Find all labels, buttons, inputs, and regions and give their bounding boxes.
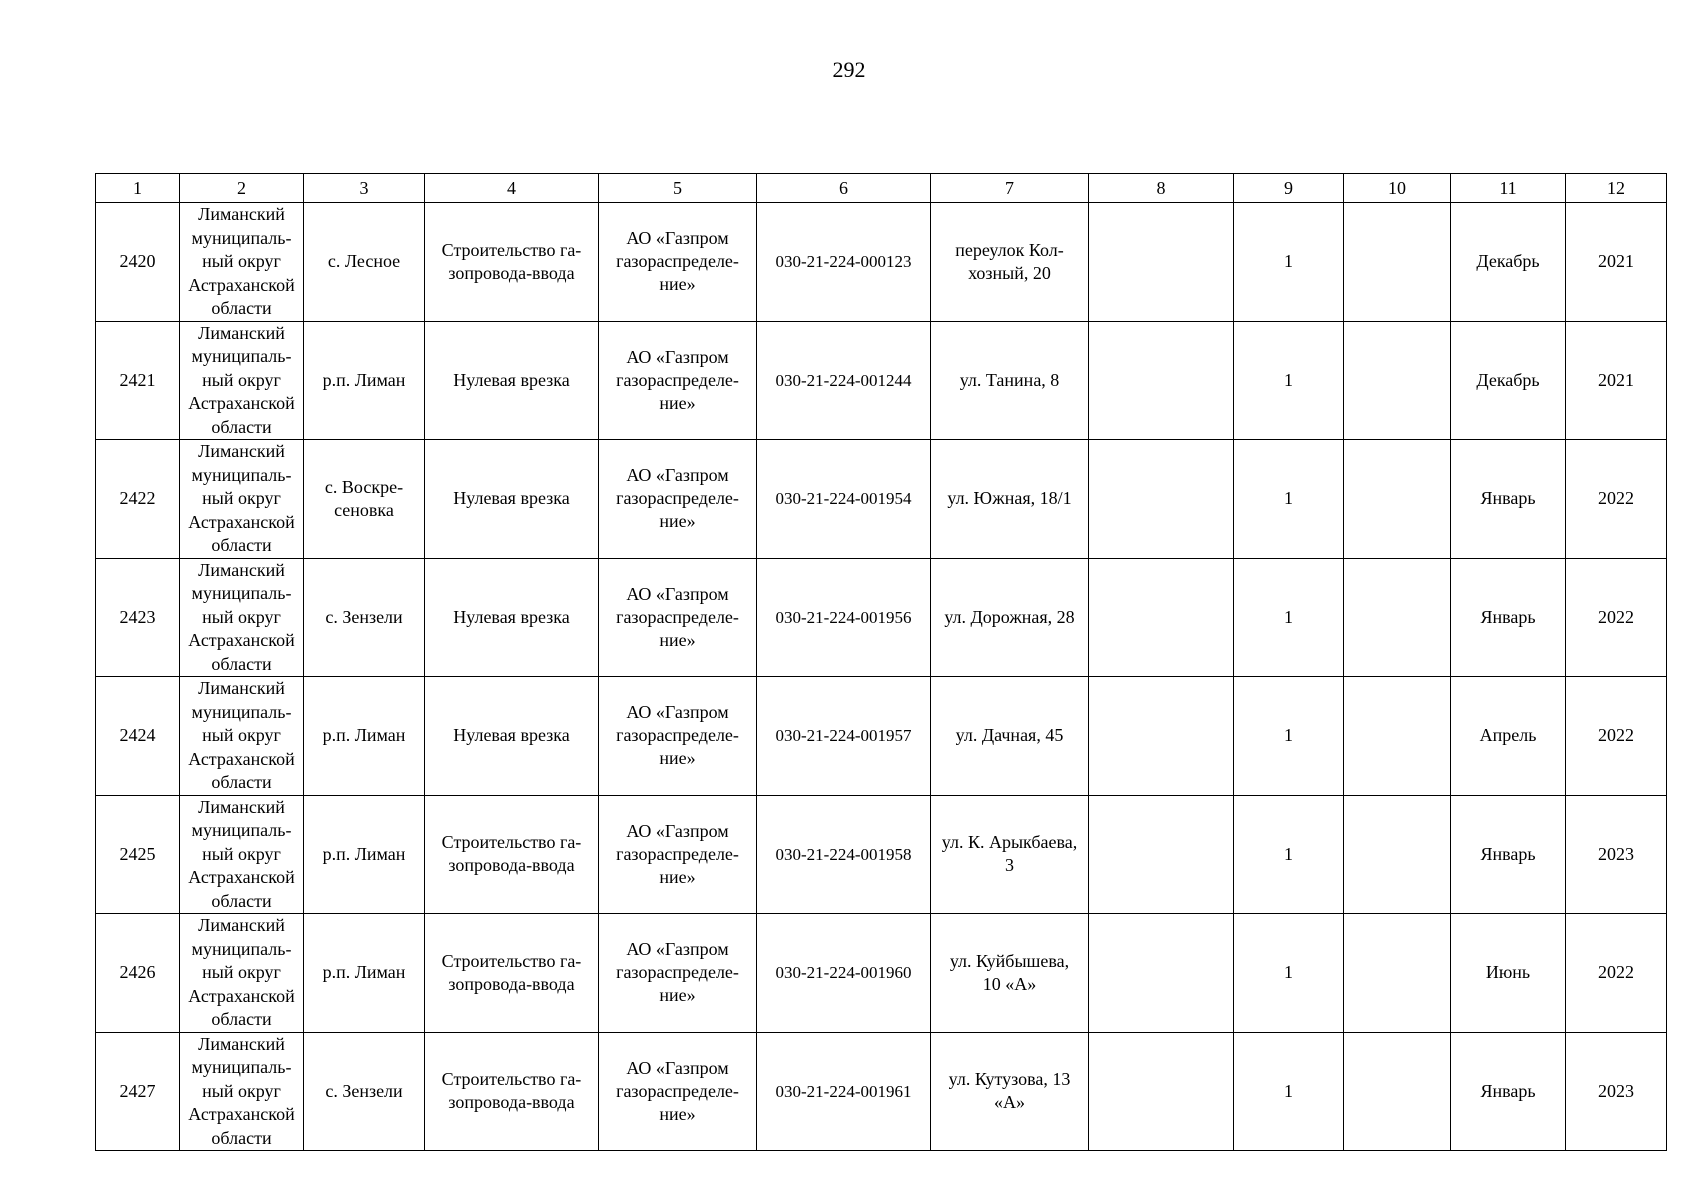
municipality-cell xyxy=(180,558,304,677)
address-cell xyxy=(931,1032,1089,1151)
cell-line: муниципаль- xyxy=(191,346,292,366)
cell-line: хозный, 20 xyxy=(968,262,1051,283)
work-type-cell xyxy=(425,914,599,1033)
cell-line: Астраханской xyxy=(188,867,295,887)
cell-line: Лиманский xyxy=(198,915,285,935)
column-8-cell xyxy=(1089,795,1234,914)
cell-line: Астраханской xyxy=(188,748,295,769)
column-10-cell xyxy=(1344,795,1451,914)
locality-cell xyxy=(304,795,425,914)
year-cell: 2021 xyxy=(1566,203,1667,322)
organization-cell xyxy=(599,440,757,559)
locality-cell xyxy=(304,321,425,440)
cell-line: АО «Газпром xyxy=(626,228,729,249)
cell-line: газораспределе- xyxy=(616,725,739,746)
column-header: 3 xyxy=(304,174,425,203)
municipality-cell xyxy=(180,440,304,559)
month-cell: Январь xyxy=(1451,440,1566,559)
cell-line: газораспределе- xyxy=(616,369,739,390)
cell-line: 10 «А» xyxy=(982,973,1037,994)
cell-line: р.п. Лиман xyxy=(322,843,406,864)
cell-line: ние» xyxy=(659,748,696,769)
cell-line: Строительство га- xyxy=(441,239,582,260)
object-code-cell: 030-21-224-001244 xyxy=(757,321,931,440)
organization-cell xyxy=(599,1032,757,1151)
column-10-cell xyxy=(1344,914,1451,1033)
address-cell xyxy=(931,914,1089,1033)
cell-line: области xyxy=(211,1009,272,1029)
cell-line: Лиманский xyxy=(198,559,285,580)
cell-line: Лиманский xyxy=(198,1033,285,1054)
municipality-cell xyxy=(180,677,304,796)
work-type-cell xyxy=(425,440,599,559)
cell-line: Астраханской xyxy=(188,630,295,650)
cell-line: муниципаль- xyxy=(191,820,292,840)
column-8-cell xyxy=(1089,321,1234,440)
cell-line: ный округ xyxy=(202,725,281,745)
cell-line: Строительство га- xyxy=(441,1069,582,1090)
cell-line: Нулевая врезка xyxy=(453,369,570,390)
locality-cell xyxy=(304,914,425,1033)
column-9-cell: 1 xyxy=(1234,321,1344,440)
cell-line: с. Зензели xyxy=(325,1080,403,1101)
row-number-cell: 2426 xyxy=(96,914,180,1033)
cell-line: области xyxy=(211,772,272,792)
cell-line: «А» xyxy=(994,1092,1025,1113)
cell-line: АО «Газпром xyxy=(626,1057,729,1078)
municipality-cell xyxy=(180,914,304,1033)
cell-line: р.п. Лиман xyxy=(322,725,406,746)
column-8-cell xyxy=(1089,558,1234,677)
column-header: 9 xyxy=(1234,174,1344,203)
column-10-cell xyxy=(1344,440,1451,559)
locality-cell xyxy=(304,440,425,559)
cell-line: ние» xyxy=(659,866,696,887)
column-9-cell: 1 xyxy=(1234,914,1344,1033)
cell-line: с. Лесное xyxy=(327,251,401,272)
cell-line: ул. Дорожная, 28 xyxy=(944,606,1075,627)
column-header: 8 xyxy=(1089,174,1234,203)
month-cell: Апрель xyxy=(1451,677,1566,796)
cell-line: зопровода-ввода xyxy=(448,855,575,876)
cell-line: ный округ xyxy=(202,962,281,982)
cell-line: ный округ xyxy=(202,251,281,271)
column-header: 5 xyxy=(599,174,757,203)
organization-cell xyxy=(599,795,757,914)
cell-line: ул. Дачная, 45 xyxy=(955,725,1064,746)
organization-cell xyxy=(599,677,757,796)
cell-line: муниципаль- xyxy=(191,583,292,603)
row-number-cell: 2425 xyxy=(96,795,180,914)
work-type-cell xyxy=(425,321,599,440)
organization-cell xyxy=(599,558,757,677)
cell-line: Лиманский xyxy=(198,678,285,698)
cell-line: АО «Газпром xyxy=(626,820,729,841)
column-9-cell: 1 xyxy=(1234,440,1344,559)
column-9-cell: 1 xyxy=(1234,677,1344,796)
cell-line: зопровода-ввода xyxy=(448,973,575,994)
cell-line: газораспределе- xyxy=(616,606,739,627)
cell-line: муниципаль- xyxy=(191,1057,292,1077)
column-header: 6 xyxy=(757,174,931,203)
cell-line: Лиманский xyxy=(198,796,285,817)
cell-line: ние» xyxy=(659,629,696,650)
cell-line: области xyxy=(211,416,272,437)
address-cell xyxy=(931,795,1089,914)
month-cell: Июнь xyxy=(1451,914,1566,1033)
column-8-cell xyxy=(1089,677,1234,796)
column-8-cell xyxy=(1089,1032,1234,1151)
work-type-cell xyxy=(425,677,599,796)
cell-line: области xyxy=(211,298,272,318)
month-cell: Январь xyxy=(1451,558,1566,677)
column-9-cell: 1 xyxy=(1234,558,1344,677)
column-10-cell xyxy=(1344,677,1451,796)
cell-line: Астраханской xyxy=(188,985,295,1006)
column-header: 7 xyxy=(931,174,1089,203)
cell-line: ние» xyxy=(659,274,696,295)
cell-line: газораспределе- xyxy=(616,251,739,272)
year-cell: 2023 xyxy=(1566,1032,1667,1151)
cell-line: Астраханской xyxy=(188,393,295,413)
cell-line: ул. Танина, 8 xyxy=(959,369,1060,390)
cell-line: с. Воскре- xyxy=(324,476,404,497)
cell-line: зопровода-ввода xyxy=(448,262,575,283)
year-cell: 2023 xyxy=(1566,795,1667,914)
cell-line: АО «Газпром xyxy=(626,583,729,604)
cell-line: с. Зензели xyxy=(325,606,403,627)
cell-line: ул. Кутузова, 13 xyxy=(948,1069,1071,1090)
cell-line: муниципаль- xyxy=(191,464,292,485)
locality-cell xyxy=(304,1032,425,1151)
cell-line: ул. Куйбышева, xyxy=(949,950,1070,971)
table-row xyxy=(96,795,1667,914)
cell-line: ный округ xyxy=(202,1080,281,1101)
municipality-cell xyxy=(180,1032,304,1151)
locality-cell xyxy=(304,203,425,322)
cell-line: газораспределе- xyxy=(616,962,739,983)
row-number-cell: 2421 xyxy=(96,321,180,440)
cell-line: области xyxy=(211,1127,272,1148)
cell-line: Нулевая врезка xyxy=(453,606,570,627)
cell-line: Астраханской xyxy=(188,511,295,532)
column-8-cell xyxy=(1089,914,1234,1033)
cell-line: Строительство га- xyxy=(441,832,582,853)
column-header: 1 xyxy=(96,174,180,203)
year-cell: 2022 xyxy=(1566,440,1667,559)
table-row xyxy=(96,440,1667,559)
cell-line: газораспределе- xyxy=(616,1080,739,1101)
address-cell xyxy=(931,558,1089,677)
cell-line: газораспределе- xyxy=(616,843,739,864)
table-row xyxy=(96,914,1667,1033)
cell-line: Нулевая врезка xyxy=(453,488,570,509)
work-type-cell xyxy=(425,558,599,677)
cell-line: зопровода-ввода xyxy=(448,1092,575,1113)
cell-line: ный округ xyxy=(202,488,281,508)
cell-line: муниципаль- xyxy=(191,701,292,722)
cell-line: ние» xyxy=(659,985,696,1006)
cell-line: р.п. Лиман xyxy=(322,369,406,390)
locality-cell xyxy=(304,677,425,796)
register-body xyxy=(96,203,1667,1151)
object-code-cell: 030-21-224-001958 xyxy=(757,795,931,914)
address-cell xyxy=(931,321,1089,440)
column-10-cell xyxy=(1344,558,1451,677)
month-cell: Декабрь xyxy=(1451,321,1566,440)
year-cell: 2022 xyxy=(1566,558,1667,677)
column-header: 11 xyxy=(1451,174,1566,203)
address-cell xyxy=(931,677,1089,796)
column-header: 2 xyxy=(180,174,304,203)
cell-line: ние» xyxy=(659,392,696,413)
table-row xyxy=(96,1032,1667,1151)
cell-line: Строительство га- xyxy=(441,950,582,971)
row-number-cell: 2423 xyxy=(96,558,180,677)
cell-line: Лиманский xyxy=(198,441,285,461)
cell-line: Астраханской xyxy=(188,1104,295,1124)
year-cell: 2022 xyxy=(1566,677,1667,796)
month-cell: Январь xyxy=(1451,1032,1566,1151)
column-9-cell: 1 xyxy=(1234,203,1344,322)
column-10-cell xyxy=(1344,321,1451,440)
table-row xyxy=(96,203,1667,322)
row-number-cell: 2424 xyxy=(96,677,180,796)
column-10-cell xyxy=(1344,203,1451,322)
row-number-cell: 2422 xyxy=(96,440,180,559)
year-cell: 2022 xyxy=(1566,914,1667,1033)
cell-line: Лиманский xyxy=(198,322,285,343)
column-8-cell xyxy=(1089,203,1234,322)
work-type-cell xyxy=(425,1032,599,1151)
object-code-cell: 030-21-224-001956 xyxy=(757,558,931,677)
address-cell xyxy=(931,203,1089,322)
cell-line: области xyxy=(211,653,272,674)
table-row xyxy=(96,677,1667,796)
cell-line: 3 xyxy=(1005,855,1014,876)
organization-cell xyxy=(599,914,757,1033)
cell-line: ние» xyxy=(659,511,696,532)
row-number-cell: 2420 xyxy=(96,203,180,322)
month-cell: Январь xyxy=(1451,795,1566,914)
locality-cell xyxy=(304,558,425,677)
work-type-cell xyxy=(425,203,599,322)
cell-line: муниципаль- xyxy=(191,938,292,959)
cell-line: АО «Газпром xyxy=(626,465,729,486)
cell-line: ул. Южная, 18/1 xyxy=(947,488,1072,509)
table-row xyxy=(96,321,1667,440)
cell-line: Нулевая врезка xyxy=(453,725,570,746)
row-number-cell: 2427 xyxy=(96,1032,180,1151)
cell-line: АО «Газпром xyxy=(626,702,729,723)
column-header: 4 xyxy=(425,174,599,203)
month-cell: Декабрь xyxy=(1451,203,1566,322)
cell-line: сеновка xyxy=(334,499,394,520)
object-code-cell: 030-21-224-000123 xyxy=(757,203,931,322)
cell-line: области xyxy=(211,535,272,555)
cell-line: ный округ xyxy=(202,843,281,864)
object-code-cell: 030-21-224-001961 xyxy=(757,1032,931,1151)
year-cell: 2021 xyxy=(1566,321,1667,440)
cell-line: Лиманский xyxy=(198,204,285,224)
cell-line: АО «Газпром xyxy=(626,346,729,367)
object-code-cell: 030-21-224-001957 xyxy=(757,677,931,796)
column-header: 10 xyxy=(1344,174,1451,203)
cell-line: переулок Кол- xyxy=(955,239,1064,260)
object-code-cell: 030-21-224-001960 xyxy=(757,914,931,1033)
cell-line: ул. К. Арыкбаева, xyxy=(941,832,1078,853)
municipality-cell xyxy=(180,321,304,440)
work-type-cell xyxy=(425,795,599,914)
column-9-cell: 1 xyxy=(1234,1032,1344,1151)
municipality-cell xyxy=(180,795,304,914)
cell-line: области xyxy=(211,890,272,911)
cell-line: АО «Газпром xyxy=(626,939,729,960)
municipality-cell xyxy=(180,203,304,322)
organization-cell xyxy=(599,203,757,322)
header-row xyxy=(96,174,1667,203)
table-row xyxy=(96,558,1667,677)
organization-cell xyxy=(599,321,757,440)
cell-line: газораспределе- xyxy=(616,488,739,509)
cell-line: Астраханской xyxy=(188,274,295,295)
cell-line: муниципаль- xyxy=(191,227,292,248)
object-code-cell: 030-21-224-001954 xyxy=(757,440,931,559)
page-number: 292 xyxy=(832,57,866,82)
column-9-cell: 1 xyxy=(1234,795,1344,914)
address-cell xyxy=(931,440,1089,559)
cell-line: ный округ xyxy=(202,369,281,390)
column-header: 12 xyxy=(1566,174,1667,203)
cell-line: р.п. Лиман xyxy=(322,962,406,983)
column-8-cell xyxy=(1089,440,1234,559)
cell-line: ние» xyxy=(659,1103,696,1124)
column-10-cell xyxy=(1344,1032,1451,1151)
register-table xyxy=(95,173,1667,1151)
cell-line: ный округ xyxy=(202,606,281,627)
